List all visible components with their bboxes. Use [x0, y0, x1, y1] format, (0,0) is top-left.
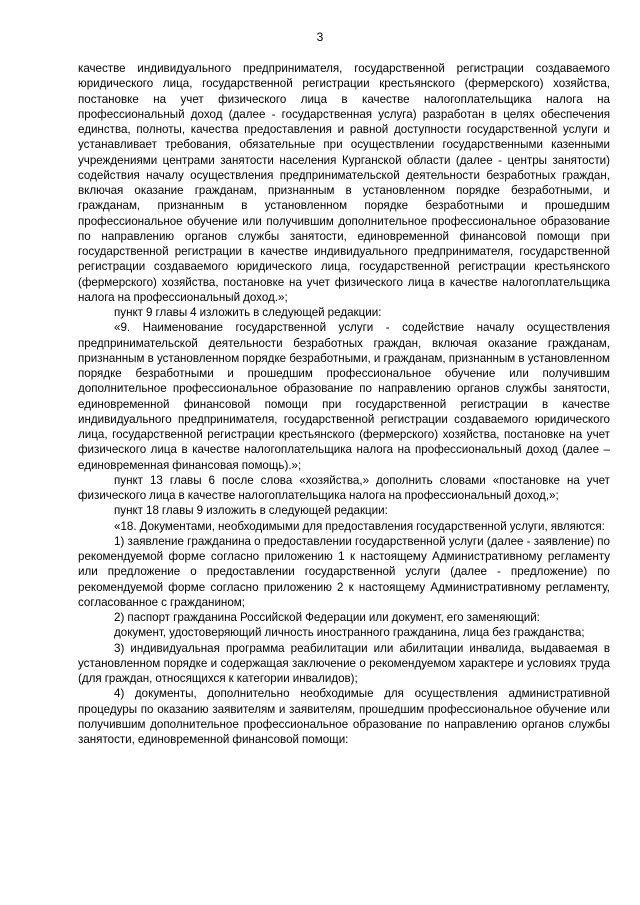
paragraph-5: пункт 18 главы 9 изложить в следующей редакции: [114, 504, 388, 518]
paragraph-7: 1) заявление гражданина о предоставлении государственной услуги (далее - заявление) по рекомендуемой форме согласно приложению 1 к настоящему Административному регламенту или предложение о предоставлении государственной услуги (далее - предложение) по рекомендуемой форме согласно приложению 2 к настоящему Административному регламенту, согласованное с гражданином; [78, 534, 610, 609]
paragraph-1: качестве индивидуального предпринимателя, государственной регистрации создаваемого юридического лица, государственной регистрации крестьянского (фермерского) хозяйства, постановке на учет физического лица в качестве налогоплательщика налога на профессиональный доход (далее - государственная услуга) разработан в целях обеспечения единства, полноты, качества предоставления и равной доступности государственной услуги и устанавливает требования, обязательные при осуществлении государственными казенными учреждениями центрами занятости населения Курганской области (далее - центры занятости) содействия началу осуществления предпринимательской деятельности безработных граждан, включая оказание гражданам, признанным в установленном порядке безработными, и гражданам, признанным в установленном порядке безработными и прошедшим профессиональное обучение или получившим дополнительное профессиональное образование по направлению органов службы занятости, единовременной финансовой помощи при государственной регистрации в качестве индивидуального предпринимателя, государственной регистрации создаваемого юридического лица, государственной регистрации крестьянского (фермерского) хозяйства, постановке на учет физического лица в качестве налогоплательщика налога на профессиональный доход.»; [78, 62, 610, 304]
paragraph-9: документ, удостоверяющий личность иностранного гражданина, лица без гражданства; [114, 626, 585, 640]
paragraph-10: 3) индивидуальная программа реабилитации или абилитации инвалида, выдаваемая в установленном порядке и содержащая заключение о рекомендуемом характере и условиях труда (для граждан, относящихся к категории инвалидов); [78, 641, 610, 685]
paragraph-11: 4) документы, дополнительно необходимые для осуществления административной процедуры по оказанию заявителям и заявителям, прошедшим профессиональное обучение или получившим дополнительное профессиональное образование по направлению органов службы занятости, единовременной финансовой помощи: [78, 687, 610, 746]
document-body [78, 61, 610, 747]
paragraph-8: 2) паспорт гражданина Российской Федерации или документ, его заменяющий: [114, 611, 540, 624]
paragraph-3: «9. Наименование государственной услуги - содействие началу осуществления предпринимательской деятельности безработных граждан, включая оказание гражданам, признанным в установленном порядке безработными, и гражданам, признанным в установленном порядке безработными и прошедшим профессиональное обучение или получившим дополнительное профессиональное образование по направлению органов службы занятости, единовременной финансовой помощи при государственной регистрации в качестве индивидуального предпринимателя, государственной регистрации создаваемого юридического лица, государственной регистрации крестьянского (фермерского) хозяйства, постановке на учет физического лица в качестве налогоплательщика налога на профессиональный доход (далее – единовременная финансовая помощь).»; [78, 321, 610, 472]
paragraph-4: пункт 13 главы 6 после слова «хозяйства,» дополнить словами «постановке на учет физического лица в качестве налогоплательщика налога на профессиональный доход,»; [78, 473, 610, 502]
page-number: 3 [316, 30, 324, 44]
paragraph-2: пункт 9 главы 4 изложить в следующей редакции: [114, 306, 382, 319]
paragraph-6: «18. Документами, необходимыми для предоставления государственной услуги, являются: [114, 519, 605, 533]
